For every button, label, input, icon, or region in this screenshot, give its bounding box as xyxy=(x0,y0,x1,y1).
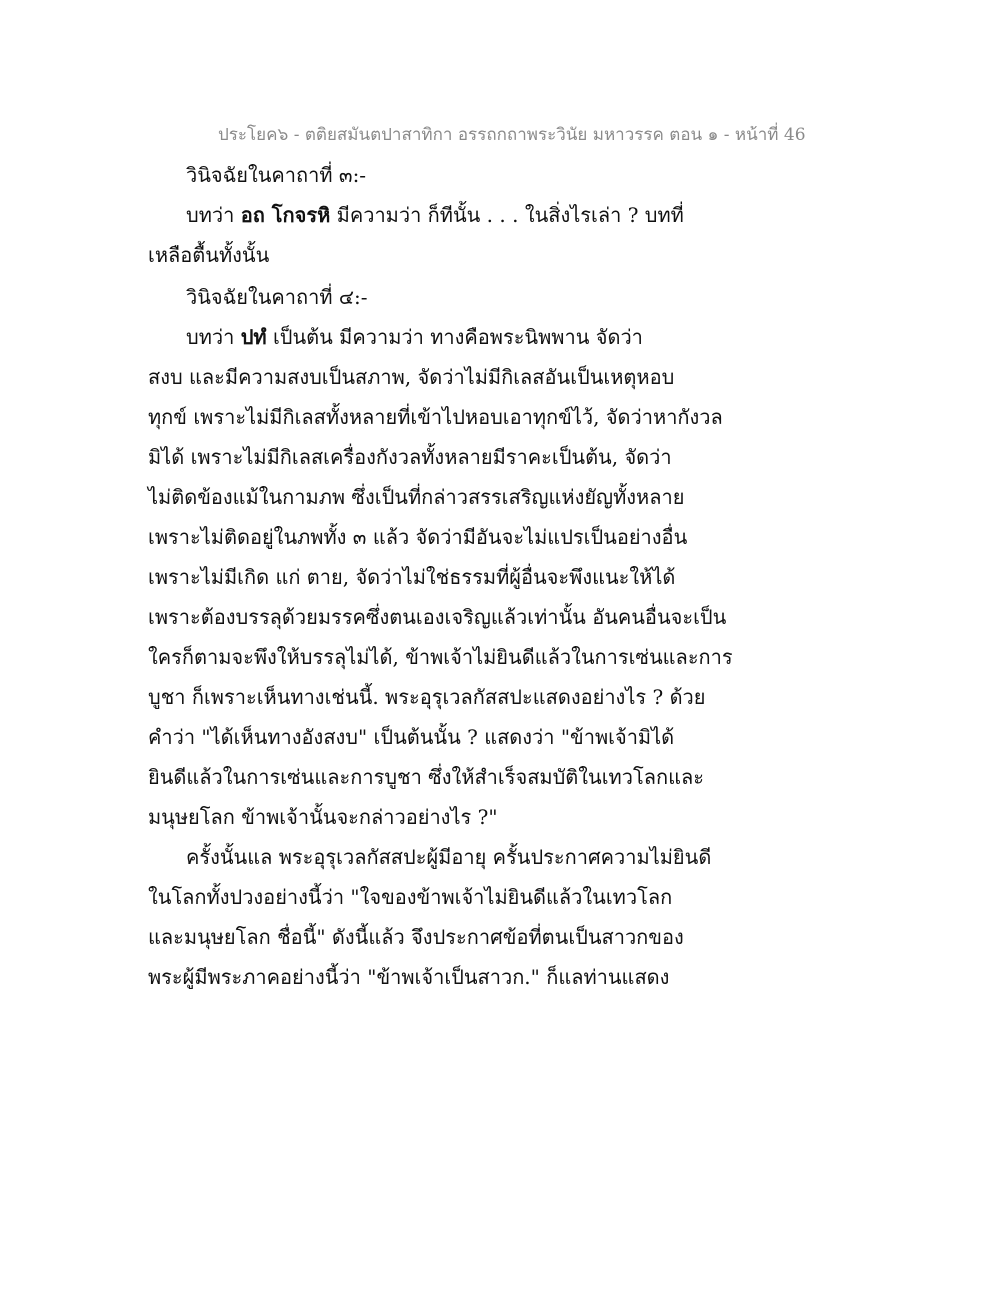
text-line xyxy=(148,482,684,512)
text-line xyxy=(148,802,498,832)
text-segment: มีความว่า ก็ทีนั้น . . . ในสิ่งไรเล่า ? บทที่ xyxy=(330,203,684,227)
bold-term: ปทํ xyxy=(240,325,267,349)
text-line xyxy=(148,882,672,912)
text-segment: วินิจฉัยในคาถาที่ ๓:- xyxy=(186,163,367,187)
text-segment: มิได้ เพราะไม่มีกิเลสเครื่องกังวลทั้งหลายมีราคะเป็นต้น, จัดว่า xyxy=(148,445,672,469)
text-segment: บทว่า xyxy=(186,203,241,227)
text-segment: ใครก็ตามจะพึงให้บรรลุไม่ได้, ข้าพเจ้าไม่ยินดีแล้วในการเซ่นและการ xyxy=(148,645,733,669)
text-line xyxy=(186,282,368,312)
text-segment: ในโลกทั้งปวงอย่างนี้ว่า "ใจของข้าพเจ้าไม่ยินดีแล้วในเทวโลก xyxy=(148,885,673,909)
text-segment: ทุกข์ เพราะไม่มีกิเลสทั้งหลายที่เข้าไปหอบเอาทุกข์ไว้, จัดว่าหากังวล xyxy=(148,405,723,429)
text-segment: มนุษยโลก ข้าพเจ้านั้นจะกล่าวอย่างไร ?" xyxy=(148,805,498,829)
text-line xyxy=(148,642,733,672)
text-line xyxy=(186,842,711,872)
text-segment: และมนุษยโลก ชื่อนี้" ดังนี้แล้ว จึงประกาศข้อที่ตนเป็นสาวกของ xyxy=(148,925,684,949)
text-line xyxy=(148,442,672,472)
text-segment: เพราะต้องบรรลุด้วยมรรคซึ่งตนเองเจริญแล้วเท่านั้น อันคนอื่นจะเป็น xyxy=(148,605,727,629)
text-line xyxy=(148,562,675,592)
text-segment: ไม่ติดข้องแม้ในกามภพ ซึ่งเป็นที่กล่าวสรรเสริญแห่งยัญทั้งหลาย xyxy=(148,485,685,509)
text-segment: สงบ และมีความสงบเป็นสภาพ, จัดว่าไม่มีกิเลสอันเป็นเหตุหอบ xyxy=(148,365,675,389)
text-line xyxy=(186,160,366,190)
text-line xyxy=(148,602,726,632)
text-line xyxy=(148,402,723,432)
text-segment: เพราะไม่ติดอยู่ในภพทั้ง ๓ แล้ว จัดว่ามีอันจะไม่แปรเป็นอย่างอื่น xyxy=(148,525,688,549)
text-line xyxy=(148,240,269,270)
text-segment: พระผู้มีพระภาคอย่างนี้ว่า "ข้าพเจ้าเป็นสาวก." ก็แลท่านแสดง xyxy=(148,965,670,989)
text-segment: คำว่า "ได้เห็นทางอังสงบ" เป็นต้นนั้น ? แสดงว่า "ข้าพเจ้ามิได้ xyxy=(148,725,675,749)
page-header: ประโยค๖ - ตติยสมันตปาสาทิกา อรรถกถาพระวินัย มหาวรรค ตอน ๑ - หน้าที่ 46 xyxy=(218,125,806,145)
text-line xyxy=(148,362,674,392)
bold-term: อถ โกจรหิ xyxy=(240,203,331,227)
text-segment: ยินดีแล้วในการเซ่นและการบูชา ซึ่งให้สำเร็จสมบัติในเทวโลกและ xyxy=(148,765,704,789)
text-line xyxy=(148,962,669,992)
text-line xyxy=(148,762,704,792)
text-segment: เหลือตื้นทั้งนั้น xyxy=(148,243,270,267)
text-line xyxy=(186,322,643,352)
text-segment: ครั้งนั้นแล พระอุรุเวลกัสสปะผู้มีอายุ ครั้นประกาศความไม่ยินดี xyxy=(186,845,712,869)
text-segment: บทว่า xyxy=(186,325,241,349)
text-segment: เป็นต้น มีความว่า ทางคือพระนิพพาน จัดว่า xyxy=(266,325,643,349)
text-line xyxy=(148,682,706,712)
text-segment: เพราะไม่มีเกิด แก่ ตาย, จัดว่าไม่ใช่ธรรมที่ผู้อื่นจะพึงแนะให้ได้ xyxy=(148,565,676,589)
text-line xyxy=(186,200,684,230)
text-line xyxy=(148,722,674,752)
text-segment: วินิจฉัยในคาถาที่ ๔:- xyxy=(186,285,368,309)
text-line xyxy=(148,922,684,952)
text-segment: บูชา ก็เพราะเห็นทางเช่นนี้. พระอุรุเวลกัสสปะแสดงอย่างไร ? ด้วย xyxy=(148,685,706,709)
text-line xyxy=(148,522,687,552)
